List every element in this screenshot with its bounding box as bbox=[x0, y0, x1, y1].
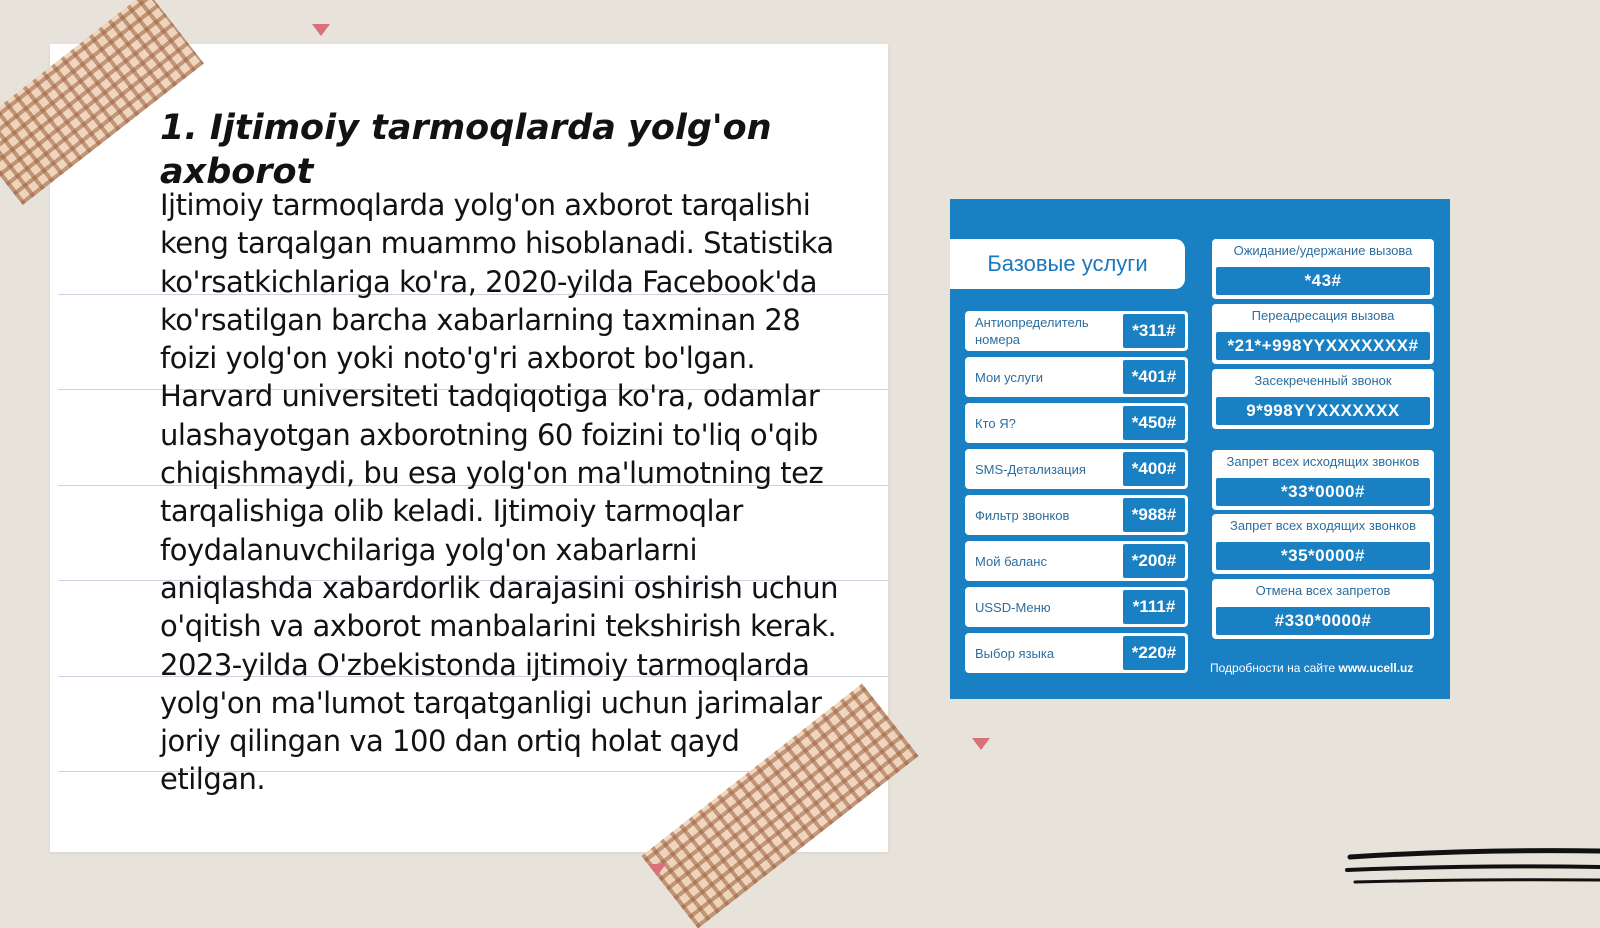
pin-icon bbox=[648, 864, 666, 876]
service-label: USSD-Меню bbox=[975, 599, 1051, 615]
feature-label: Переадресация вызова bbox=[1251, 308, 1395, 323]
service-code: *400# bbox=[1123, 452, 1185, 486]
pin-icon bbox=[312, 24, 330, 36]
service-label: Фильтр звонков bbox=[975, 507, 1070, 523]
footer-website: www.ucell.uz bbox=[1338, 661, 1414, 675]
service-row bbox=[965, 541, 1188, 581]
service-label: SMS-Детализация bbox=[975, 461, 1086, 477]
ucell-services-card bbox=[950, 199, 1450, 699]
feature-code: *35*0000# bbox=[1216, 542, 1430, 570]
feature-label: Засекреченный звонок bbox=[1254, 373, 1392, 388]
card-footer bbox=[1210, 661, 1440, 675]
feature-box bbox=[1212, 304, 1434, 364]
feature-box bbox=[1212, 514, 1434, 574]
feature-label: Отмена всех запретов bbox=[1255, 583, 1391, 598]
card-header: Базовые услуги bbox=[950, 239, 1185, 289]
service-row bbox=[965, 587, 1188, 627]
feature-box bbox=[1212, 239, 1434, 299]
service-row bbox=[965, 311, 1188, 351]
feature-label: Запрет всех исходящих звонков bbox=[1226, 454, 1420, 469]
service-code: *450# bbox=[1123, 406, 1185, 440]
slide-title: 1. Ijtimoiy tarmoqlarda yolg'on axborot bbox=[160, 108, 772, 192]
service-label: Выбор языка bbox=[975, 645, 1055, 661]
feature-code: *21*+998YYXXXXXXX# bbox=[1216, 332, 1430, 360]
service-code: *111# bbox=[1123, 590, 1185, 624]
service-label: Кто Я? bbox=[975, 415, 1016, 431]
service-label: Мои услуги bbox=[975, 369, 1044, 385]
service-code: *220# bbox=[1123, 636, 1185, 670]
feature-code: *33*0000# bbox=[1216, 478, 1430, 506]
slide-body-text: Ijtimoiy tarmoqlarda yolg'on axborot tarqalishi keng tarqalgan muammo hisoblanadi. Statistika ko'rsatkichlariga ko'ra, 2020-yilda Facebook'da ko'rsatilgan barcha xabarlarning taxminan 28 foizi yolg'on yoki noto'g'ri axborot bo'lgan. Harvard universiteti tadqiqotiga ko'ra, odamlar ulashayotgan axborotning 60 foizini to'liq o'qib chiqishmaydi, bu esa yolg'on ma'lumotning tez tarqalishiga olib keladi. Ijtimoiy tarmoqlar foydalanuvchilariga yolg'on xabarlarni aniqlashda xabardorlik darajasini oshirish uchun o'qitish va axborot manbalarini tekshirish kerak. 2023-yilda O'zbekistonda ijtimoiy tarmoqlarda yolg'on ma'lumot tarqatganligi uchun jarimalar joriy qilingan va 100 dan ortiq holat qayd etilgan. bbox=[160, 188, 839, 797]
feature-code: *43# bbox=[1216, 267, 1430, 295]
service-row bbox=[965, 633, 1188, 673]
service-code: *401# bbox=[1123, 360, 1185, 394]
feature-box bbox=[1212, 450, 1434, 510]
service-row bbox=[965, 357, 1188, 397]
feature-label: Запрет всех входящих звонков bbox=[1229, 518, 1417, 533]
feature-code: 9*998YYXXXXXXX bbox=[1216, 397, 1430, 425]
service-row bbox=[965, 495, 1188, 535]
service-code: *200# bbox=[1123, 544, 1185, 578]
pin-icon bbox=[972, 738, 990, 750]
feature-box bbox=[1212, 579, 1434, 639]
marker-strokes-decoration bbox=[1345, 845, 1600, 895]
service-label: Антиопределитель номера bbox=[975, 315, 1089, 347]
service-row bbox=[965, 449, 1188, 489]
footer-text: Подробности на сайте bbox=[1210, 661, 1336, 675]
feature-code: #330*0000# bbox=[1216, 607, 1430, 635]
service-row bbox=[965, 403, 1188, 443]
service-code: *988# bbox=[1123, 498, 1185, 532]
feature-box bbox=[1212, 369, 1434, 429]
feature-label: Ожидание/удержание вызова bbox=[1233, 243, 1413, 258]
service-code: *311# bbox=[1123, 314, 1185, 348]
service-label: Мой баланс bbox=[975, 553, 1047, 569]
